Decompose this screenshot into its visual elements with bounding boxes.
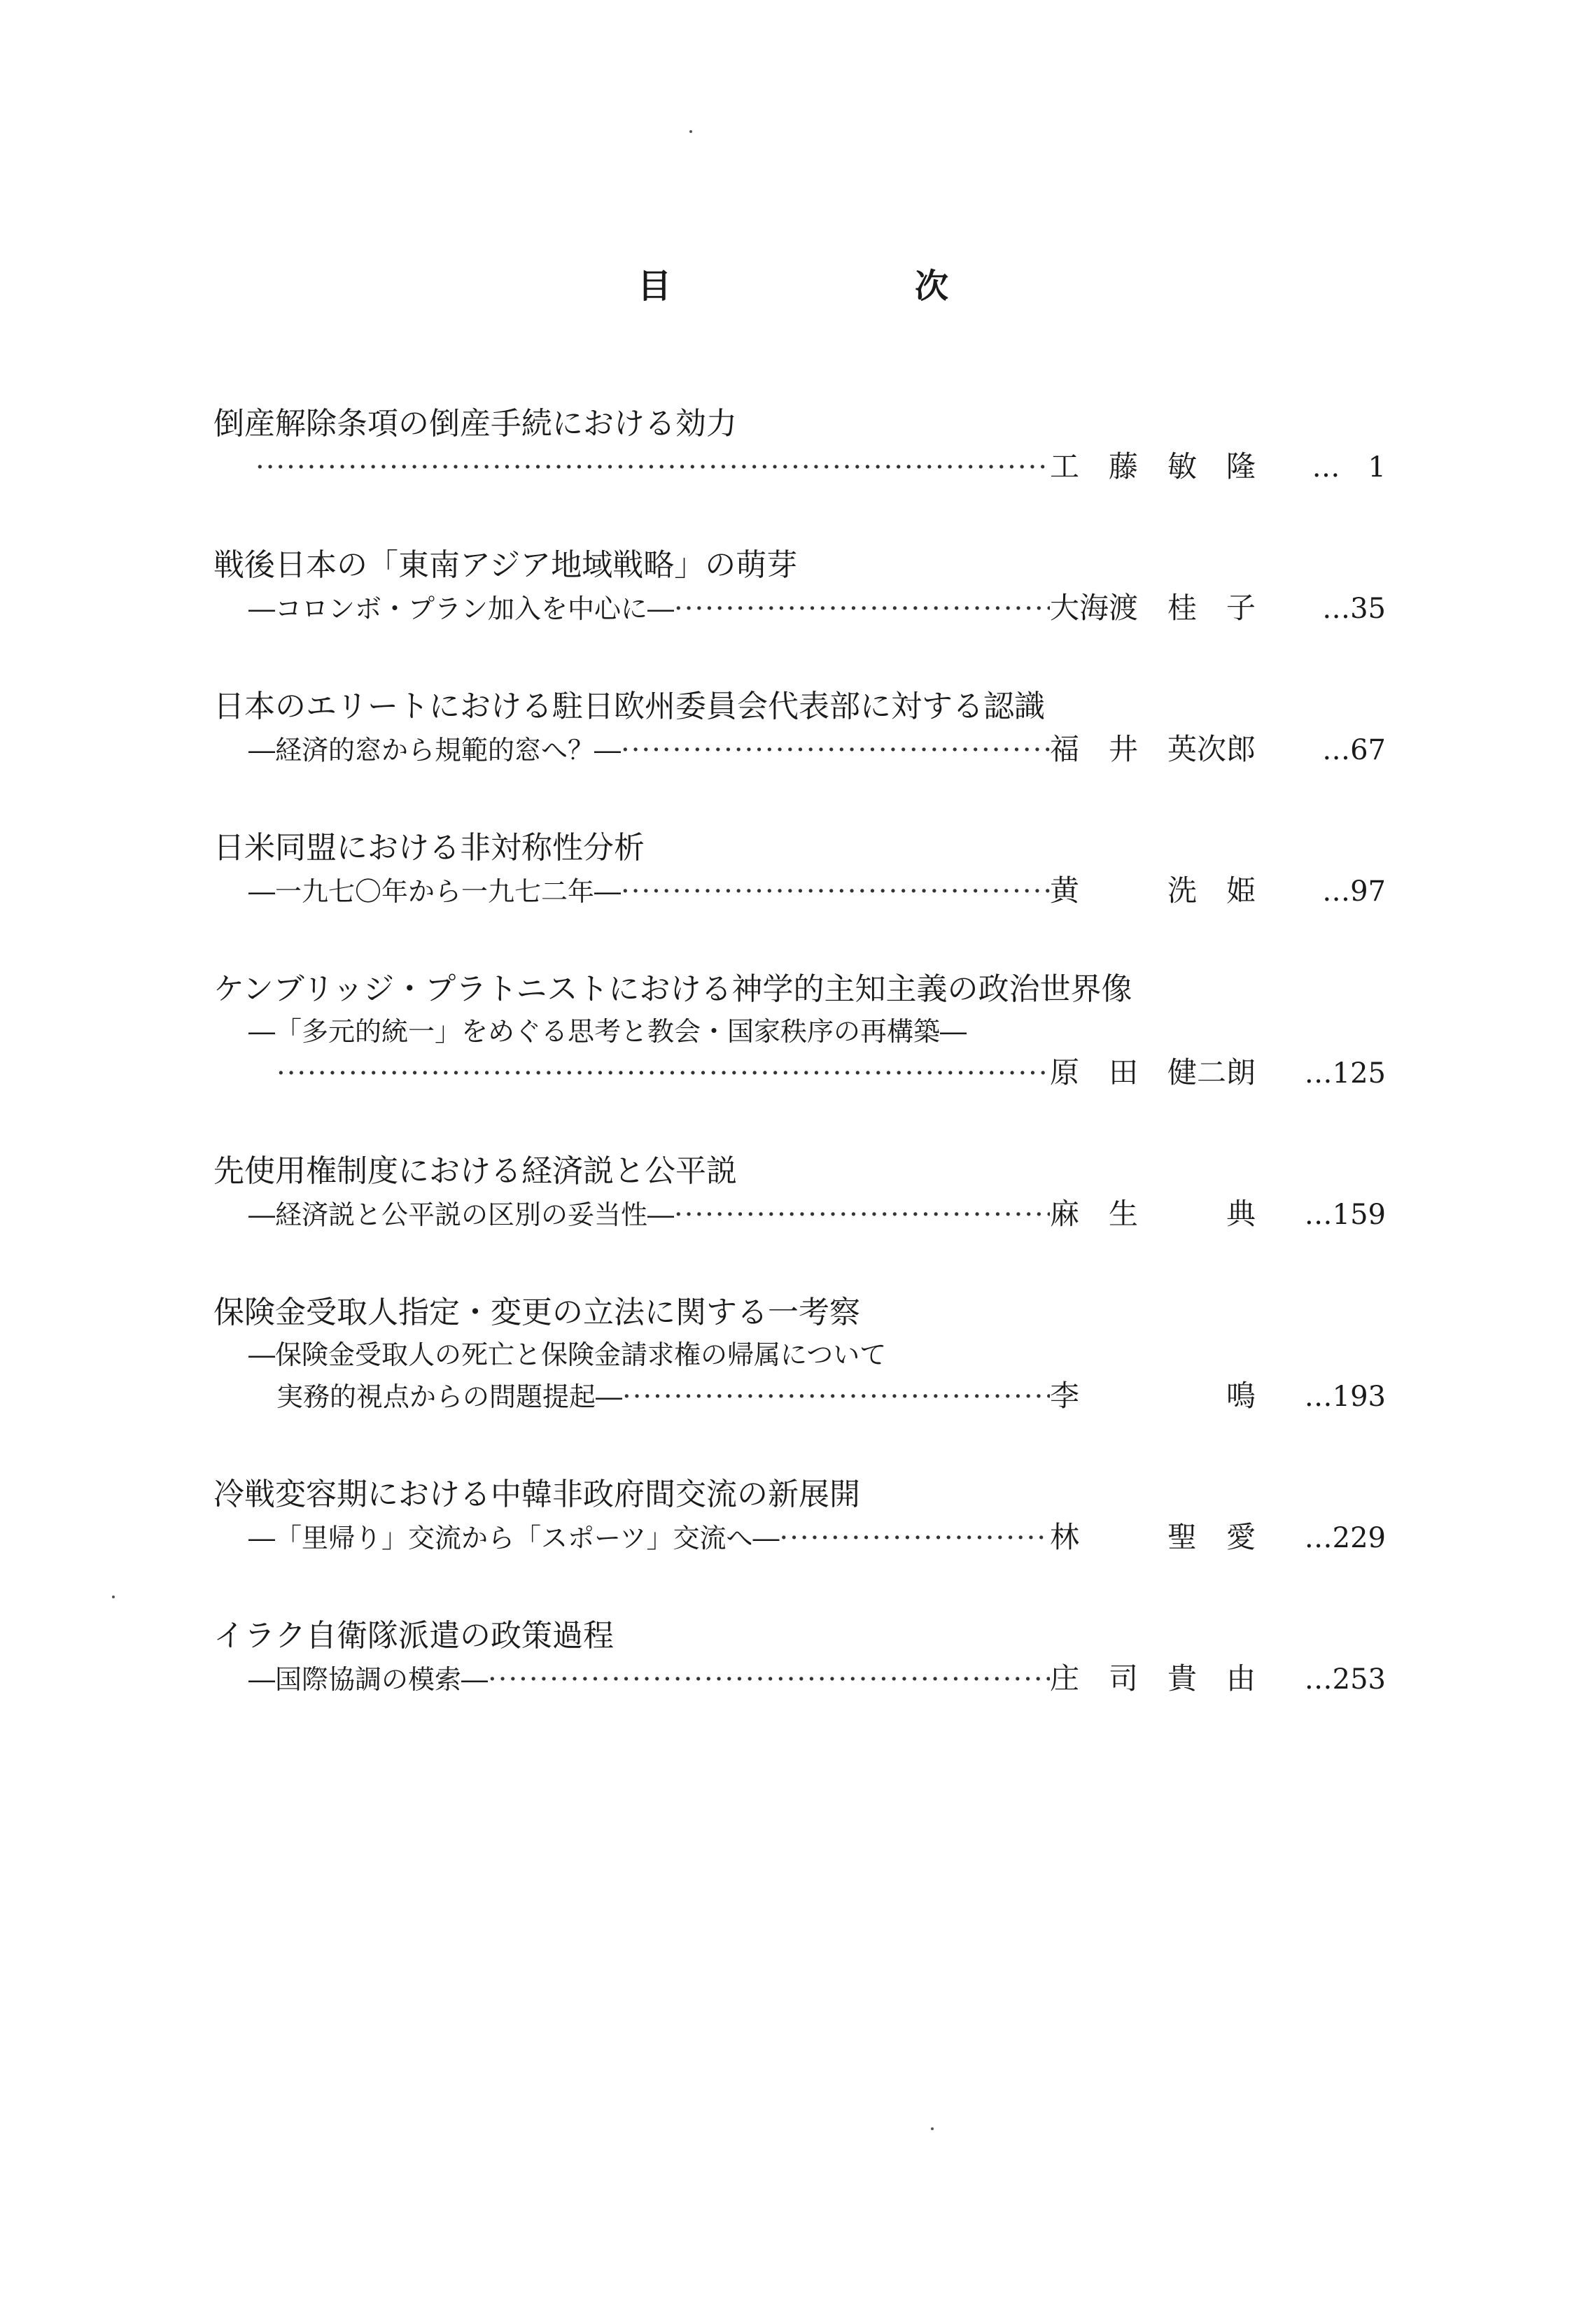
dot-leader <box>622 1376 1050 1418</box>
entry-leader-line <box>213 1375 1386 1417</box>
toc-entry <box>213 826 1386 912</box>
entry-author: 黄 洗 姫 <box>1050 873 1256 908</box>
entry-leader-line <box>213 1516 1386 1558</box>
entry-leader-line <box>213 1193 1386 1235</box>
entry-page-number: …229 <box>1304 1522 1386 1554</box>
entry-title: ケンブリッジ・プラトニストにおける神学的主知主義の政治世界像 <box>213 971 1132 1007</box>
entry-author: 大海渡 桂 子 <box>1050 591 1256 625</box>
dot-leader <box>276 1052 1050 1094</box>
table-of-contents <box>213 402 1386 1756</box>
entry-subtitle: ―保険金受取人の死亡と保険金請求権の帰属について <box>248 1339 887 1370</box>
entry-author: 麻 生 典 <box>1050 1197 1256 1231</box>
entry-page-number: …193 <box>1304 1381 1386 1413</box>
entry-page-number: …159 <box>1304 1199 1386 1231</box>
entry-author: 林 聖 愛 <box>1050 1520 1256 1554</box>
toc-entry <box>213 1473 1386 1558</box>
entry-leader-line <box>213 728 1386 770</box>
entry-leader-line <box>213 446 1386 488</box>
dot-leader <box>488 1659 1050 1700</box>
page-title: 目 次 <box>637 267 1053 306</box>
entry-subtitle: ―「里帰り」交流から「スポーツ」交流へ― <box>248 1523 780 1554</box>
entry-author: 庄 司 貴 由 <box>1050 1661 1256 1696</box>
entry-leader-line <box>213 1658 1386 1700</box>
dot-leader <box>621 871 1050 913</box>
dot-leader <box>255 446 1050 488</box>
entry-author: 原 田 健二朗 <box>1050 1055 1256 1090</box>
entry-page-number: …97 <box>1322 875 1386 908</box>
scan-speck <box>112 1596 115 1598</box>
entry-title: 先使用権制度における経済説と公平説 <box>213 1153 737 1189</box>
dot-leader <box>674 588 1050 630</box>
toc-entry <box>213 685 1386 770</box>
entry-page-number: …35 <box>1322 593 1386 625</box>
entry-subtitle: ―国際協調の模索― <box>248 1664 489 1695</box>
toc-entry <box>213 544 1386 629</box>
entry-leader-line <box>213 587 1386 629</box>
scan-speck <box>931 2127 934 2130</box>
entry-author: 工 藤 敏 隆 <box>1050 449 1256 484</box>
entry-author: 李 鳴 <box>1050 1379 1256 1413</box>
entry-leader-line <box>213 1052 1386 1094</box>
dot-leader <box>674 1194 1050 1236</box>
entry-page-number: …67 <box>1322 734 1386 766</box>
entry-leader-line <box>213 870 1386 912</box>
entry-subtitle: ―経済説と公平説の区別の妥当性― <box>248 1199 675 1230</box>
entry-author: 福 井 英次郎 <box>1050 732 1256 766</box>
entry-title: 保険金受取人指定・変更の立法に関する一考察 <box>213 1295 860 1330</box>
entry-subtitle: ―一九七〇年から一九七二年― <box>248 876 622 907</box>
toc-entry <box>213 1150 1386 1235</box>
scan-speck <box>689 130 692 133</box>
entry-subtitle: ―経済的窓から規範的窓へ？― <box>248 735 622 766</box>
entry-title: 日米同盟における非対称性分析 <box>213 830 645 866</box>
entry-subtitle-continued: 実務的視点からの問題提起― <box>276 1381 623 1412</box>
entry-title: 戦後日本の「東南アジア地域戦略」の萌芽 <box>213 547 798 583</box>
toc-entry <box>213 1291 1386 1417</box>
entry-page-number: … 1 <box>1312 451 1386 484</box>
entry-title: 日本のエリートにおける駐日欧州委員会代表部に対する認識 <box>213 689 1045 724</box>
entry-page-number: …253 <box>1304 1663 1386 1696</box>
entry-title: 冷戦変容期における中韓非政府間交流の新展開 <box>213 1477 860 1512</box>
toc-entry <box>213 402 1386 488</box>
dot-leader <box>621 729 1050 771</box>
entry-title: イラク自衛隊派遣の政策過程 <box>213 1618 614 1654</box>
dot-leader <box>779 1517 1050 1559</box>
entry-subtitle: ―「多元的統一」をめぐる思考と教会・国家秩序の再構築― <box>248 1016 967 1047</box>
toc-entry <box>213 968 1386 1094</box>
entry-subtitle: ―コロンボ・プラン加入を中心に― <box>248 593 675 624</box>
entry-title: 倒産解除条項の倒産手続における効力 <box>213 406 737 442</box>
entry-page-number: …125 <box>1304 1057 1386 1090</box>
toc-entry <box>213 1614 1386 1700</box>
